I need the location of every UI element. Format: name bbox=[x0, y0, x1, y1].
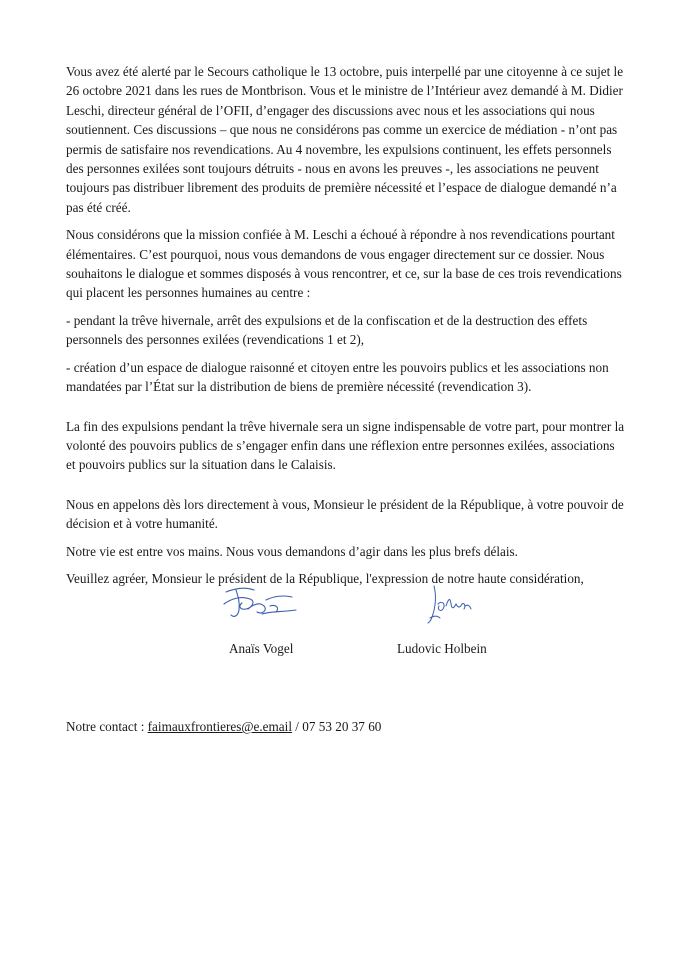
contact-separator: / bbox=[291, 719, 303, 734]
paragraph-urgency: Notre vie est entre vos mains. Nous vous demandons d’agir dans les plus brefs délais. bbox=[66, 543, 518, 559]
paragraph-mission: Nous considérons que la mission confiée à M. Leschi a échoué à répondre à nos revendications pourtant élémentaires. C’est pourquoi, nous vous demandons de vous engager directement sur ce dossier. Nous souhaitons le dialogue et sommes disposés à vous rencontrer, et ce, sur la base de ces trois revendications qui placent les personnes humaines au centre : bbox=[66, 227, 622, 301]
paragraph-appeal: Nous en appelons dès lors directement à vous, Monsieur le président de la République, à votre pouvoir de décision et à votre humanité. bbox=[66, 496, 624, 532]
signature-name-holbein: Ludovic Holbein bbox=[397, 641, 487, 656]
contact-email-link[interactable]: faimauxfrontieres@e.email bbox=[147, 719, 292, 734]
paragraph-demand-2: - création d’un espace de dialogue raisonné et citoyen entre les pouvoirs publics et les associations non mandatées par l’État sur la distribution de biens de première nécessité (revendication 3). bbox=[66, 359, 609, 395]
contact-phone: 07 53 20 37 60 bbox=[302, 719, 382, 734]
signature-vogel-image bbox=[222, 582, 302, 624]
paragraph-closing: Veuillez agréer, Monsieur le président de la République, l'expression de notre haute considération, bbox=[66, 570, 584, 586]
letter-body bbox=[66, 62, 626, 596]
paragraph-demand-1: - pendant la trêve hivernale, arrêt des expulsions et de la confiscation et de la destruction des effets personnels des personnes exilées (revendications 1 et 2), bbox=[66, 312, 588, 348]
contact-label: Notre contact : bbox=[66, 719, 148, 734]
signature-holbein-image bbox=[424, 582, 476, 626]
signature-name-vogel: Anaïs Vogel bbox=[229, 641, 294, 656]
paragraph-truce: La fin des expulsions pendant la trêve hivernale sera un signe indispensable de votre part, pour montrer la volonté des pouvoirs publics de s’engager enfin dans une réflexion entre personnes exilées, associations et pouvoirs publics sur la situation dans le Calaisis. bbox=[66, 418, 625, 473]
paragraph-alert: Vous avez été alerté par le Secours catholique le 13 octobre, puis interpellé par une citoyenne à ce sujet le 26 octobre 2021 dans les rues de Montbrison. Vous et le ministre de l’Intérieur avez demandé à M. Didier Leschi, directeur général de l’OFII, d’engager des discussions avec nous et les associations qui nous soutiennent. Ces discussions – que nous ne considérons pas comme un exercice de médiation - n’ont pas permis de satisfaire nos revendications. Au 4 novembre, les expulsions continuent, les effets personnels des personnes exilées sont toujours détruits - nous en avons les preuves -, les associations ne peuvent toujours pas distribuer librement des produits de première nécessité et l’espace de dialogue demandé n’a pas été créé. bbox=[66, 64, 624, 215]
contact-line bbox=[66, 719, 381, 735]
